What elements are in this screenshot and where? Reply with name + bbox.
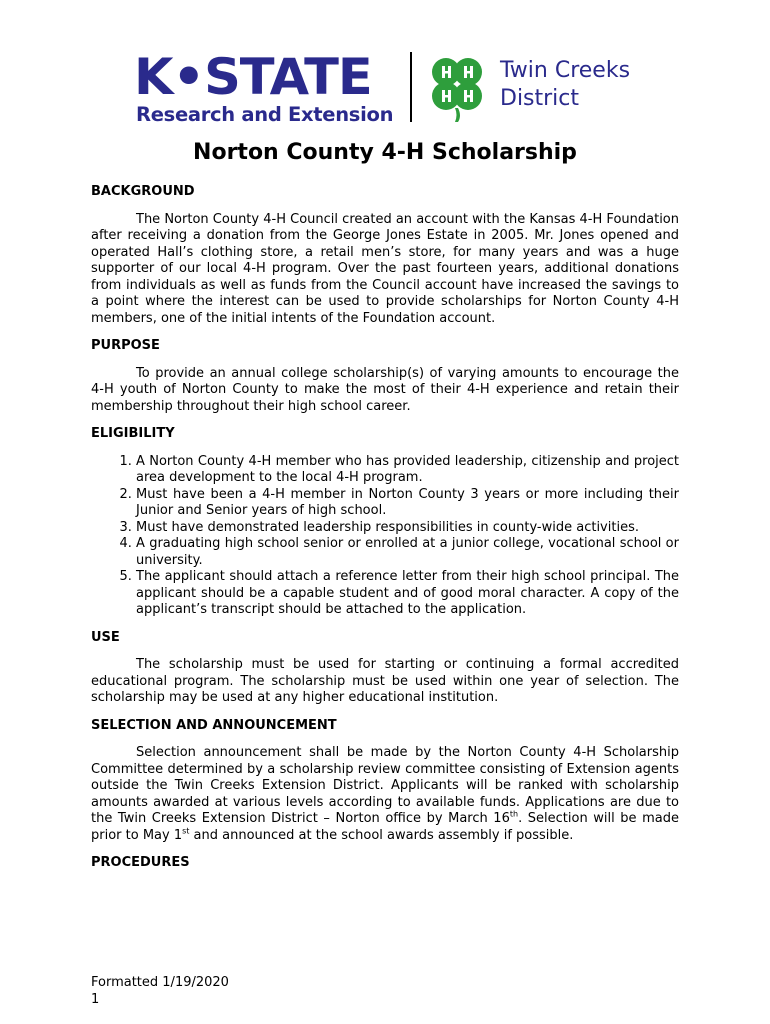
selection-text — [91, 745, 679, 844]
selection-text-part2: . Selection will be made prior to May 1 — [91, 811, 679, 843]
list-item: 2. Must have been a 4-H member in Norton County 3 years or more including their Junior and Senior years of high school. — [136, 487, 679, 520]
procedures-heading: PROCEDURES — [91, 855, 190, 870]
4h-clover-icon — [424, 52, 490, 122]
kstate-subtitle: Research and Extension — [136, 103, 394, 126]
page-title: Norton County 4-H Scholarship — [193, 140, 577, 165]
selection-sup-st: st — [182, 826, 190, 836]
use-heading: USE — [91, 629, 120, 645]
formatted-date: Formatted 1/19/2020 — [91, 975, 229, 990]
background-text: The Norton County 4-H Council created an account with the Kansas 4-H Foundation after receiving a donation from the George Jones Estate in 2005. Mr. Jones opened and operated Hall’s clothing store, a retail men’s store, for many years and was a huge supporter of our local 4-H program. Over the past fourteen years, additional donations from individuals as well as funds from the Council account have increased the savings to a point where the interest can be used to provide scholarships for Norton County 4-H members, one of the initial intents of the Foundation account. — [91, 211, 679, 326]
background-heading: BACKGROUND — [91, 184, 195, 199]
selection-heading: SELECTION AND ANNOUNCEMENT — [91, 717, 337, 733]
list-item: 3. Must have demonstrated leadership responsibilities in county-wide activities. — [136, 520, 679, 537]
purpose-heading: PURPOSE — [91, 338, 160, 353]
document-body — [91, 184, 679, 883]
logo-divider — [410, 52, 412, 122]
eligibility-list — [91, 454, 679, 619]
page-number: 1 — [91, 992, 100, 1007]
kstate-research-extension-logo — [134, 50, 394, 128]
list-item: 1. A Norton County 4-H member who has provided leadership, citizenship and project area development to the local 4-H program. — [136, 454, 679, 487]
selection-text-part3: and announced at the school awards assembly if possible. — [189, 827, 574, 843]
twin-creeks-district-label — [500, 57, 630, 113]
selection-text-part1: Selection announcement shall be made by the Norton County 4-H Scholarship Committee determined by a scholarship review committee consisting of Extension agents outside the Twin Creeks Extension District. Applicants will be ranked with scholarship amounts awarded at various levels according to available funds. Applications are due to the Twin Creeks Extension District – Norton office by March 16 — [91, 745, 679, 826]
list-item: 4. A graduating high school senior or enrolled at a junior college, vocational school or university. — [136, 536, 679, 569]
list-item: 5. The applicant should attach a reference letter from their high school principal. The applicant should be a capable student and of good moral character. A copy of the applicant’s transcript should be attached to the application. — [136, 569, 679, 619]
selection-sup-th: th — [509, 809, 519, 819]
eligibility-heading: ELIGIBILITY — [91, 426, 175, 441]
page-footer — [91, 974, 229, 1008]
kstate-wordmark: K•STATE — [134, 48, 372, 106]
use-text: The scholarship must be used for starting or continuing a formal accredited educational program. The scholarship must be used within one year of selection. The scholarship may be used at any higher educational institution. — [91, 657, 679, 705]
district-line-1: Twin Creeks — [500, 58, 631, 83]
district-line-2: District — [500, 86, 580, 111]
purpose-text: To provide an annual college scholarship(s) of varying amounts to encourage the 4-H youth of Norton County to make the most of their 4-H experience and retain their membership throughout their high school career. — [91, 365, 679, 414]
